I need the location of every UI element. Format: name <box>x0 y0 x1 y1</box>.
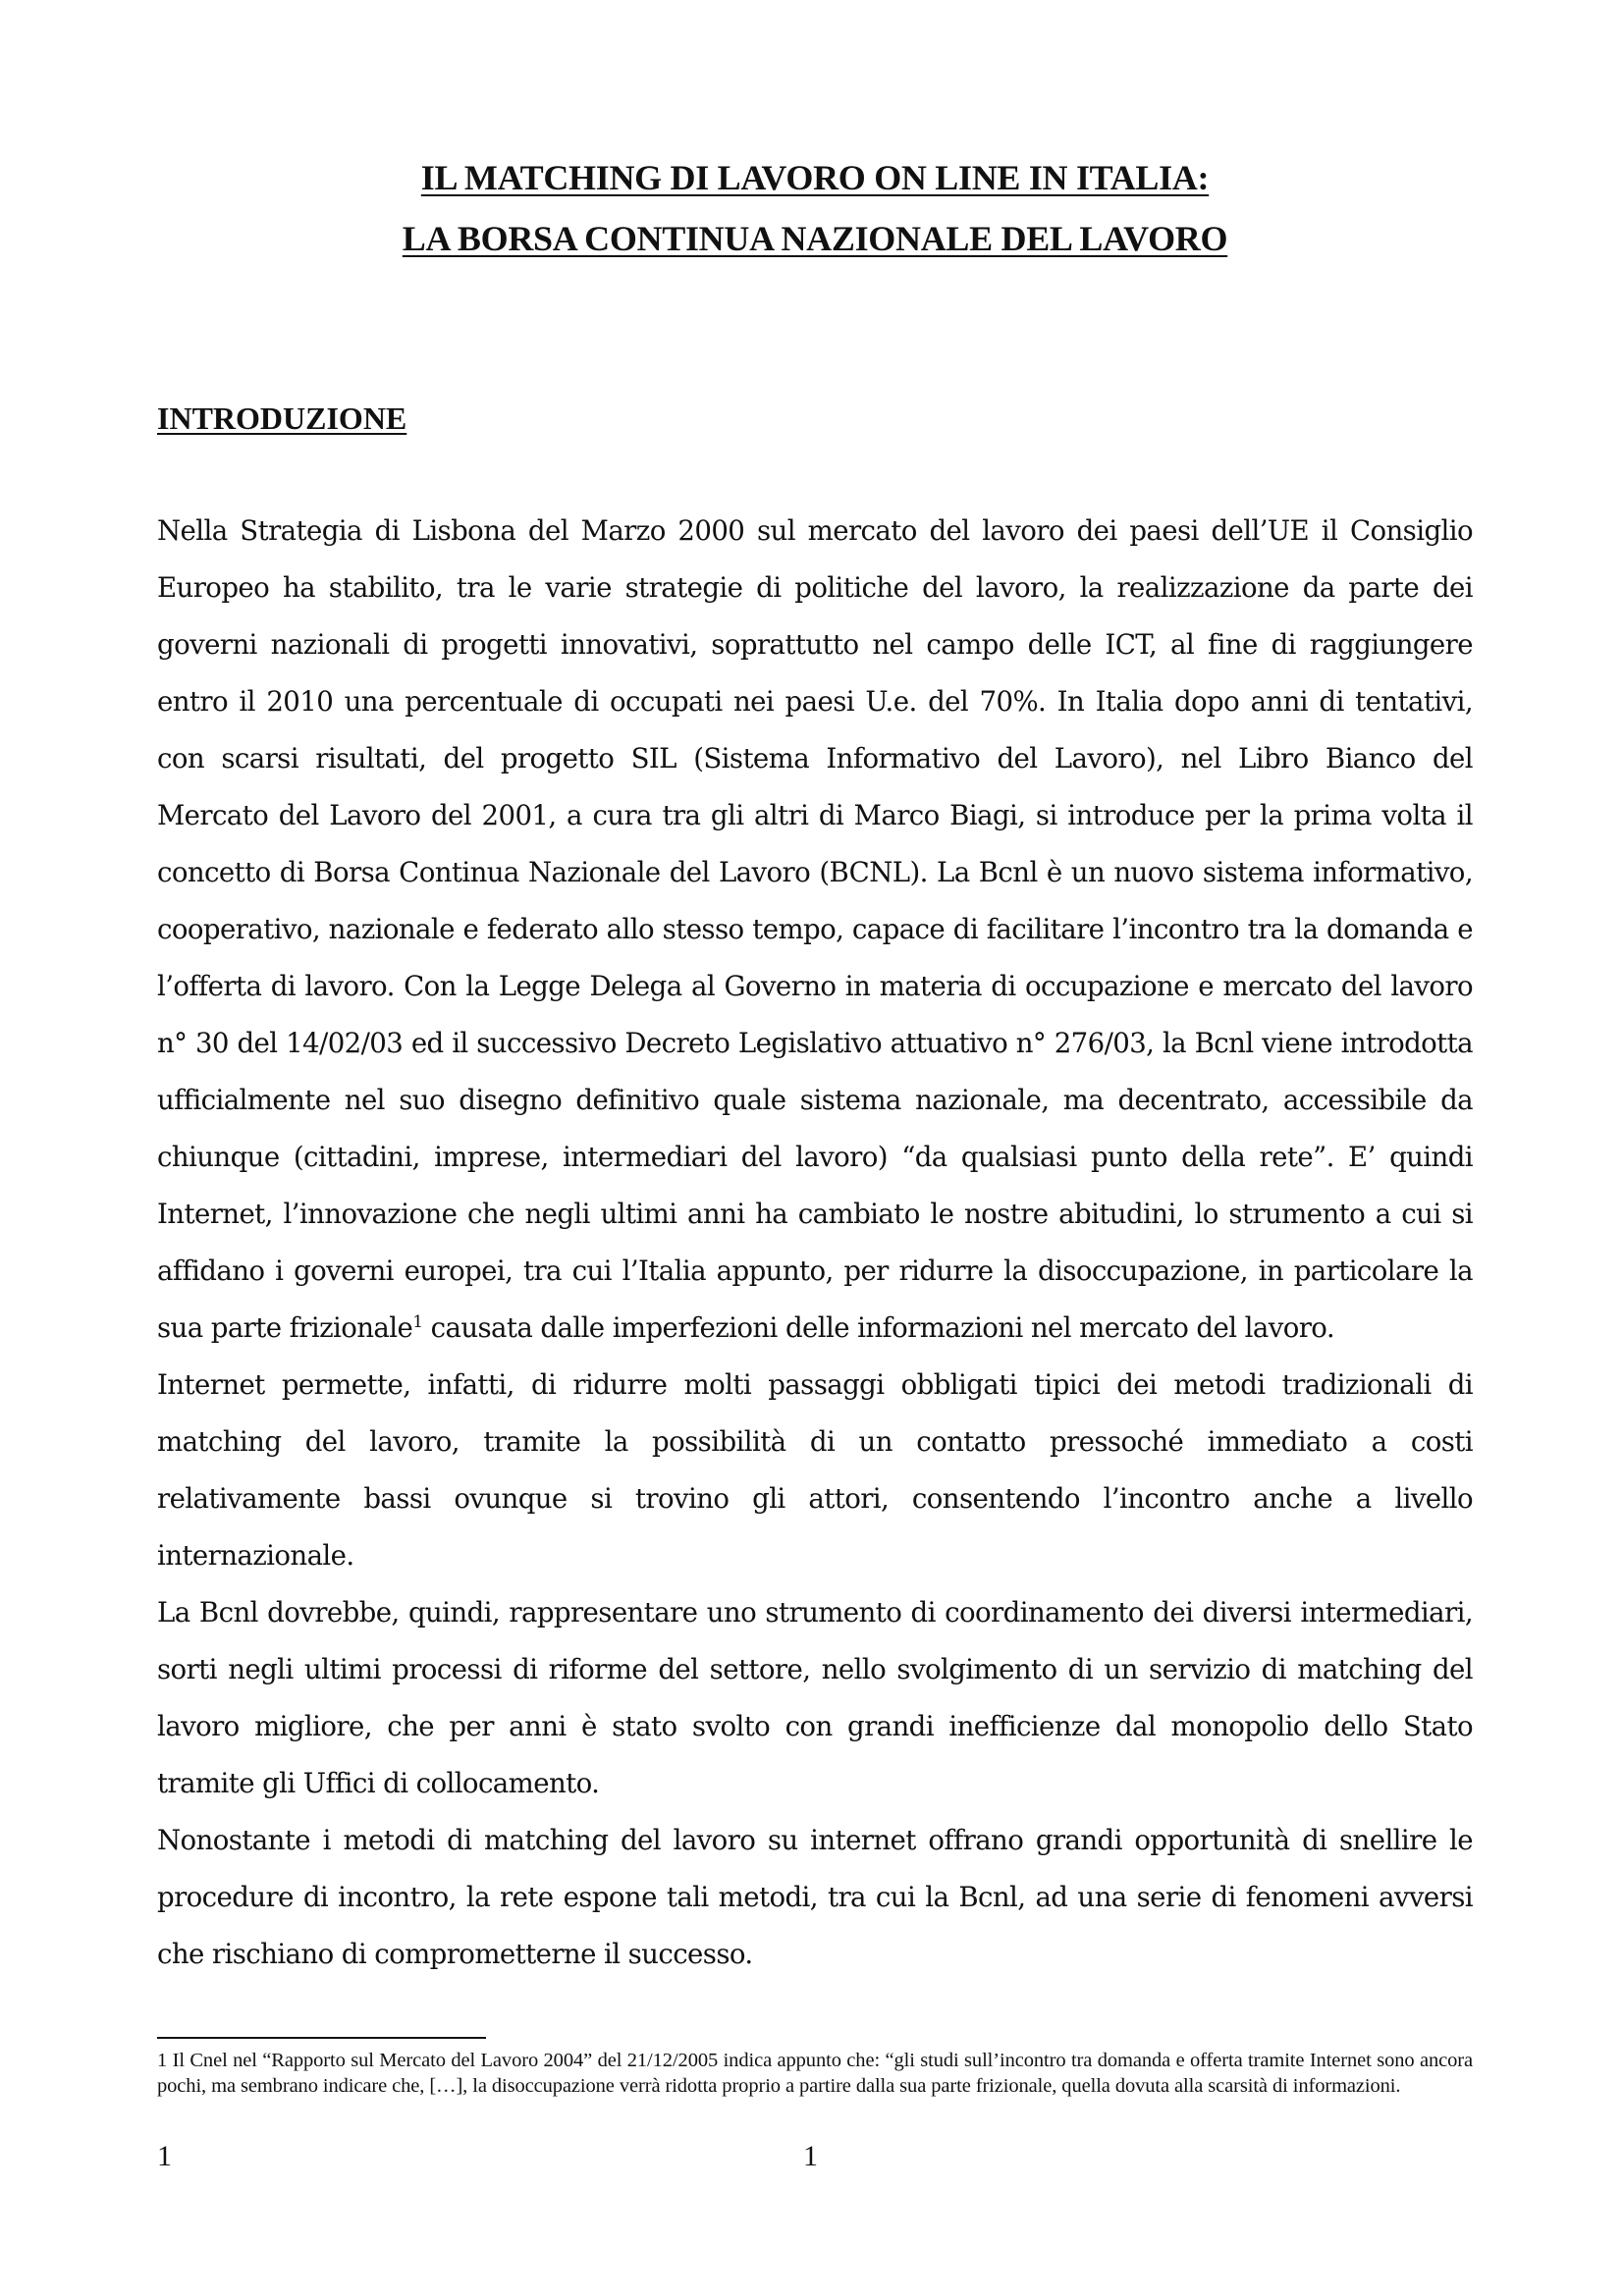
footnote-text: 1 Il Cnel nel “Rapporto sul Mercato del Lavoro 2004” del 21/12/2005 indica appunto che: “gli studi sull’incontro tra domanda e offerta tramite Internet sono ancora pochi, ma sembrano indicare che, […], la disoccupazione verrà ridotta proprio a partire dalla sua parte frizionale, quella dovuta alla scarsità di informazioni. <box>157 2050 1473 2097</box>
document-title-line-1: IL MATCHING DI LAVORO ON LINE IN ITALIA: <box>420 158 1210 197</box>
paragraph-1-text-end: causata dalle imperfezioni delle informazioni nel mercato del lavoro. <box>422 1311 1334 1344</box>
page-number-left: 1 <box>157 2140 172 2172</box>
page-number-center: 1 <box>803 2140 818 2172</box>
section-heading: INTRODUZIONE <box>157 400 407 436</box>
paragraph-3: La Bcnl dovrebbe, quindi, rappresentare uno strumento di coordinamento dei diversi intermediari, sorti negli ultimi processi di riforme del settore, nello svolgimento di un servizio di matching del lavoro migliore, che per anni è stato svolto con grandi inefficienze dal monopolio dello Stato tramite gli Uffici di collocamento. <box>157 1596 1473 1799</box>
body-text <box>157 503 1473 1983</box>
paragraph-1 <box>157 503 1473 1357</box>
document-title-line-2: LA BORSA CONTINUA NAZIONALE DEL LAVORO <box>402 219 1228 258</box>
paragraph-4: Nonostante i metodi di matching del lavoro su internet offrano grandi opportunità di snellire le procedure di incontro, la rete espone tali metodi, tra cui la Bcnl, ad una serie di fenomeni avversi che rischiano di comprometterne il successo. <box>157 1824 1473 1970</box>
footnote-reference: 1 <box>412 1311 423 1332</box>
footnote-separator <box>157 2037 486 2039</box>
paragraph-1-text: Nella Strategia di Lisbona del Marzo 2000 sul mercato del lavoro dei paesi dell’UE il Consiglio Europeo ha stabilito, tra le varie strategie di politiche del lavoro, la realizzazione da parte dei governi nazionali di progetti innovativi, soprattutto nel campo delle ICT, al fine di raggiungere entro il 2010 una percentuale di occupati nei paesi U.e. del 70%. In Italia dopo anni di tentativi, con scarsi risultati, del progetto SIL (Sistema Informativo del Lavoro), nel Libro Bianco del Mercato del Lavoro del 2001, a cura tra gli altri di Marco Biagi, si introduce per la prima volta il concetto di Borsa Continua Nazionale del Lavoro (BCNL). La Bcnl è un nuovo sistema informativo, cooperativo, nazionale e federato allo stesso tempo, capace di facilitare l’incontro tra la domanda e l’offerta di lavoro. Con la Legge Delega al Governo in materia di occupazione e mercato del lavoro n° 30 del 14/02/03 ed il successivo Decreto Legislativo attuativo n° 276/03, la Bcnl viene introdotta ufficialmente nel suo disegno definitivo quale sistema nazionale, ma decentrato, accessibile da chiunque (cittadini, imprese, intermediari del lavoro) “da qualsiasi punto della rete”. E’ quindi Internet, l’innovazione che negli ultimi anni ha cambiato le nostre abitudini, lo strumento a cui si affidano i governi europei, tra cui l’Italia appunto, per ridurre la disoccupazione, in particolare la sua parte frizionale <box>157 514 1473 1344</box>
paragraph-2: Internet permette, infatti, di ridurre molti passaggi obbligati tipici dei metodi tradizionali di matching del lavoro, tramite la possibilità di un contatto pressoché immediato a costi relativamente bassi ovunque si trovino gli attori, consentendo l’incontro anche a livello internazionale. <box>157 1368 1473 1572</box>
